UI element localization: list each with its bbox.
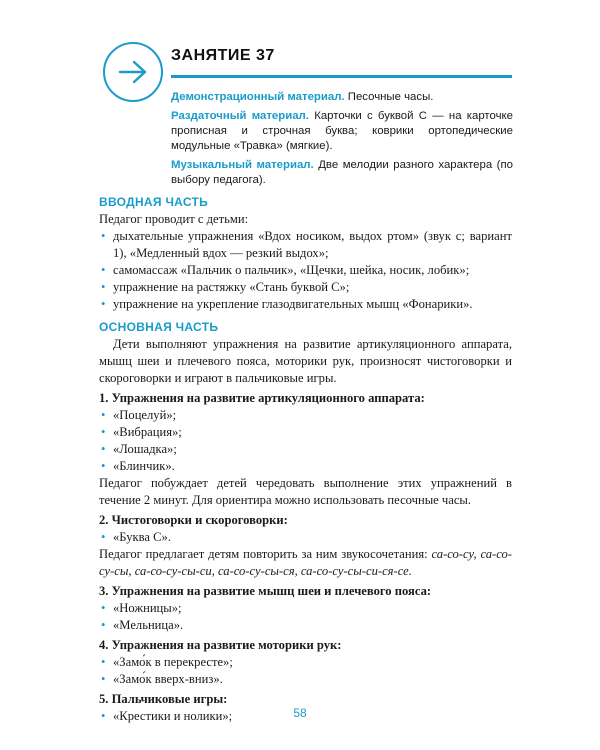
material-text: Две мелодии разного характера (по выбору педагога). — [171, 159, 513, 186]
list-item: • «Буква С». — [99, 529, 512, 546]
material-label: Демонстрационный материал. — [171, 91, 345, 103]
intro-heading: ВВОДНАЯ ЧАСТЬ — [99, 195, 209, 209]
material-music — [171, 158, 513, 188]
note-text: Педагог предлагает детям повторить за ним звукосочетания: — [99, 547, 432, 561]
list-item: • упражнение на растяжку «Стань буквой С»; — [99, 279, 512, 296]
list-item: • «Замо́к в перекресте»; — [99, 654, 512, 671]
material-label: Раздаточный материал. — [171, 110, 309, 122]
section-3-list — [99, 600, 512, 634]
lesson-body — [99, 194, 512, 725]
list-item: • «Блинчик». — [99, 458, 512, 475]
section-1-title: 1. Упражнения на развитие артикуляционного аппарата: — [99, 391, 425, 405]
material-handout — [171, 109, 513, 154]
main-lead: Дети выполняют упражнения на развитие артикуляционного аппарата, мышц шеи и плечевого пояса, моторики рук, произносят чистоговорки и скороговорки и играют в пальчиковые игры. — [99, 337, 512, 385]
list-item: • «Мельница». — [99, 617, 512, 634]
list-item: • «Поцелуй»; — [99, 407, 512, 424]
section-1-list — [99, 407, 512, 475]
section-2-title: 2. Чистоговорки и скороговорки: — [99, 513, 288, 527]
list-item: • упражнение на укрепление глазодвигательных мышц «Фонарики». — [99, 296, 512, 313]
material-text: Карточки с буквой С — на карточке прописная и строчная буква; коврики ортопедические модульные «Травка» (мягкие). — [171, 110, 513, 152]
arrow-glyph — [117, 58, 149, 86]
title-underline — [171, 75, 512, 78]
materials-block — [171, 90, 513, 192]
list-item: • «Ножницы»; — [99, 600, 512, 617]
section-5-title: 5. Пальчиковые игры: — [99, 692, 228, 706]
section-3-title: 3. Упражнения на развитие мышц шеи и плечевого пояса: — [99, 584, 432, 598]
list-item: • «Вибрация»; — [99, 424, 512, 441]
list-item: • дыхательные упражнения «Вдох носиком, выдох ртом» (звук с; вариант 1), «Медленный вдох — резкий выдох»; — [99, 228, 512, 262]
intro-lead: Педагог проводит с детьми: — [99, 212, 249, 226]
arrow-right-icon — [103, 42, 163, 102]
section-2-list — [99, 529, 512, 546]
syllables: са-со-су, са-со-су-сы, са-со-су-сы-си, са-со-су-сы-ся, са-со-су-сы-си-ся-се. — [99, 547, 512, 578]
material-text: Песочные часы. — [344, 91, 434, 103]
section-4-title: 4. Упражнения на развитие моторики рук: — [99, 638, 342, 652]
material-demo — [171, 90, 513, 105]
section-4-list — [99, 654, 512, 688]
section-1-note: Педагог побуждает детей чередовать выполнение этих упражнений в течение 2 минут. Для ориентира можно использовать песочные часы. — [99, 476, 512, 507]
list-item: • «Крестики и нолики»; — [99, 708, 512, 725]
list-item: • самомассаж «Пальчик о пальчик», «Щечки, шейка, носик, лобик»; — [99, 262, 512, 279]
main-heading: ОСНОВНАЯ ЧАСТЬ — [99, 320, 219, 334]
list-item: • «Лошадка»; — [99, 441, 512, 458]
intro-list — [99, 228, 512, 313]
page-number: 58 — [293, 706, 307, 720]
list-item: • «Замо́к вверх-вниз». — [99, 671, 512, 688]
section-2-note — [99, 546, 512, 580]
lesson-title: ЗАНЯТИЕ 37 — [171, 47, 275, 64]
material-label: Музыкальный материал. — [171, 159, 314, 171]
